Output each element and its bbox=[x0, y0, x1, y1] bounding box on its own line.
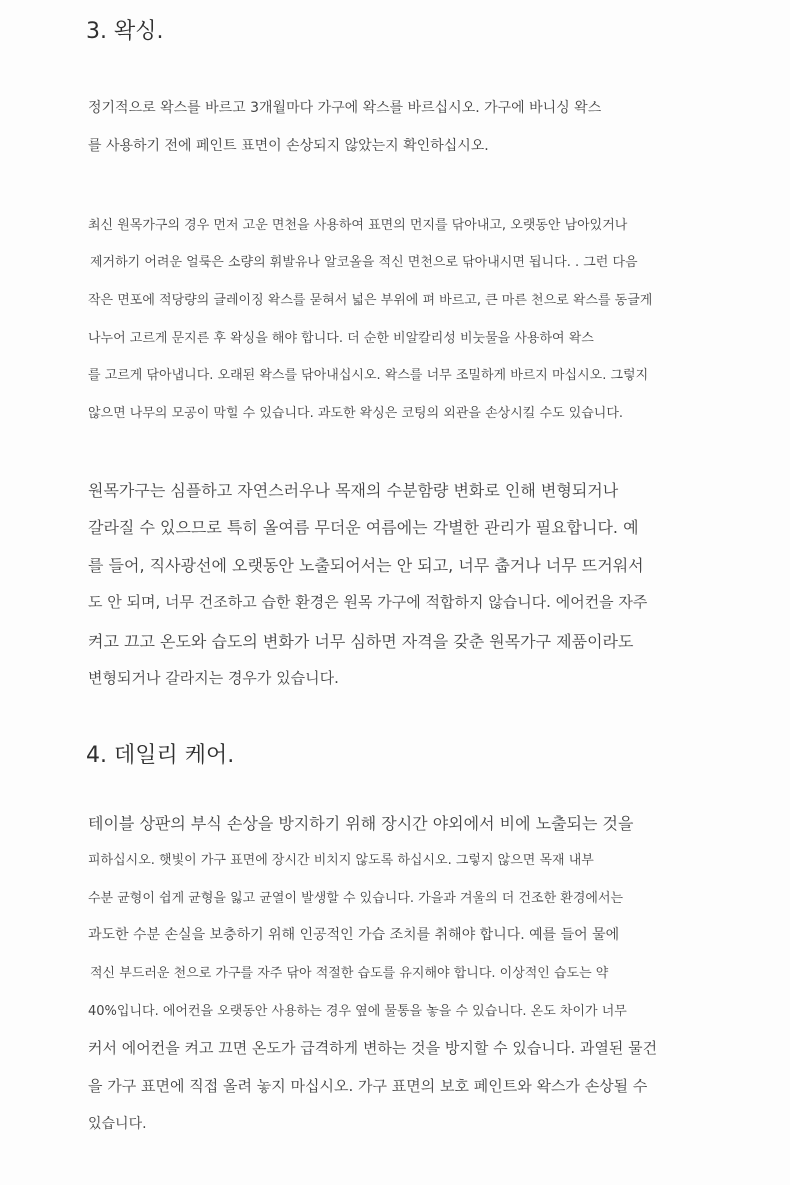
paragraph-line: 작은 면포에 적당량의 글레이징 왁스를 묻혀서 넓은 부위에 펴 바르고, 큰 마른 천으로 왁스를 동글게 bbox=[88, 293, 653, 308]
paragraph-line: 있습니다. bbox=[88, 1116, 147, 1132]
paragraph-line: 변형되거나 갈라지는 경우가 있습니다. bbox=[88, 669, 339, 687]
paragraph-line: 적신 부드러운 천으로 가구를 자주 닦아 적절한 습도를 유지해야 합니다. 이상적인 습도는 약 bbox=[90, 966, 609, 981]
paragraph-line: 를 사용하기 전에 페인트 표면이 손상되지 않았는지 확인하십시오. bbox=[88, 138, 489, 154]
paragraph-line: 40%입니다. 에어컨을 오랫동안 사용하는 경우 옆에 물통을 놓을 수 있습니다. 온도 차이가 너무 bbox=[88, 1004, 627, 1019]
paragraph-line: 켜고 끄고 온도와 습도의 변화가 너무 심하면 자격을 갖춘 원목가구 제품이라도 bbox=[88, 632, 634, 651]
paragraph-line: 피하십시오. 햇빛이 가구 표면에 장시간 비치지 않도록 하십시오. 그렇지 않으면 목재 내부 bbox=[88, 853, 594, 868]
paragraph-line: 원목가구는 심플하고 자연스러우나 목재의 수분함량 변화로 인해 변형되거나 bbox=[88, 481, 619, 500]
paragraph-line: 제거하기 어려운 얼룩은 소량의 휘발유나 알코올을 적신 면천으로 닦아내시면 됩니다. . 그런 다음 bbox=[90, 255, 638, 270]
paragraph-line: 를 고르게 닦아냅니다. 오래된 왁스를 닦아내십시오. 왁스를 너무 조밀하게 바르지 마십시오. 그렇지 bbox=[88, 368, 649, 383]
paragraph-line: 나누어 고르게 문지른 후 왁싱을 해야 합니다. 더 순한 비알칼리성 비눗물을 사용하여 왁스 bbox=[88, 331, 594, 346]
paragraph-line: 정기적으로 왁스를 바르고 3개월마다 가구에 왁스를 바르십시오. 가구에 바니싱 왁스 bbox=[88, 100, 602, 116]
paragraph-line: 과도한 수분 손실을 보충하기 위해 인공적인 가습 조치를 취해야 합니다. 예를 들어 물에 bbox=[88, 927, 620, 943]
paragraph-line: 도 안 되며, 너무 건조하고 습한 환경은 원목 가구에 적합하지 않습니다. 에어컨을 자주 bbox=[88, 593, 648, 611]
paragraph-line: 커서 에어컨을 켜고 끄면 온도가 급격하게 변하는 것을 방지할 수 있습니다. 과열된 물건 bbox=[88, 1039, 658, 1057]
paragraph-line: 갈라질 수 있으므로 특히 올여름 무더운 여름에는 각별한 관리가 필요합니다. 예 bbox=[88, 518, 639, 537]
paragraph-line: 최신 원목가구의 경우 먼저 고운 면천을 사용하여 표면의 먼지를 닦아내고, 오랫동안 남아있거나 bbox=[88, 218, 628, 233]
paragraph-line: 를 들어, 직사광선에 오랫동안 노출되어서는 안 되고, 너무 춥거나 너무 뜨거워서 bbox=[88, 556, 644, 575]
paragraph-line: 테이블 상판의 부식 손상을 방지하기 위해 장시간 야외에서 비에 노출되는 것을 bbox=[88, 814, 634, 833]
paragraph-line: 수분 균형이 쉽게 균형을 잃고 균열이 발생할 수 있습니다. 가을과 겨울의 더 건조한 환경에서는 bbox=[88, 891, 624, 906]
section-heading-waxing: 3. 왁싱. bbox=[86, 19, 164, 44]
paragraph-line: 을 가구 표면에 직접 올려 놓지 마십시오. 가구 표면의 보호 페인트와 왁스가 손상될 수 bbox=[88, 1077, 648, 1095]
paragraph-line: 않으면 나무의 모공이 막힐 수 있습니다. 과도한 왁싱은 코팅의 외관을 손상시킬 수도 있습니다. bbox=[88, 406, 624, 421]
section-heading-daily-care: 4. 데일리 케어. bbox=[86, 743, 235, 768]
